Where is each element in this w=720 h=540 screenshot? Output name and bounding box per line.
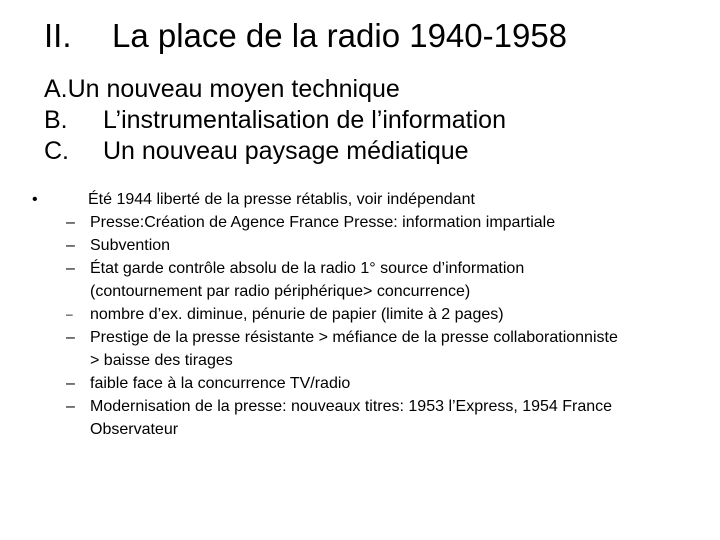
section-text: Un nouveau moyen technique	[67, 75, 400, 103]
sub-bullet-continuation: > baisse des tirages	[90, 352, 233, 369]
section-text: L’instrumentalisation de l’information	[103, 106, 506, 134]
title-text: La place de la radio 1940-1958	[112, 17, 568, 54]
section-list	[44, 74, 506, 167]
title-number: II.	[44, 17, 72, 54]
sub-bullet-item	[0, 395, 710, 441]
sub-bullet-item	[0, 257, 710, 303]
sub-bullet-item	[0, 372, 710, 395]
section-letter: B.	[44, 106, 68, 134]
sub-bullet-text: faible face à la concurrence TV/radio	[90, 375, 351, 392]
dash-marker: –	[66, 398, 75, 415]
slide-title	[44, 14, 567, 58]
sub-bullet-item	[0, 303, 710, 326]
sub-bullet-continuation: Observateur	[90, 421, 179, 438]
sub-bullet-continuation: (contournement par radio périphérique> concurrence)	[90, 283, 471, 300]
section-item	[44, 136, 506, 167]
dash-marker: –	[66, 307, 73, 321]
dash-marker: –	[66, 329, 75, 346]
sub-bullet-item	[0, 211, 710, 234]
sub-bullet-text: nombre d’ex. diminue, pénurie de papier (limite à 2 pages)	[90, 306, 504, 323]
section-letter: A.	[44, 75, 68, 103]
sub-bullet-text: Presse:Création de Agence France Presse: information impartiale	[90, 214, 556, 231]
sub-bullet-item	[0, 234, 710, 257]
section-text: Un nouveau paysage médiatique	[103, 137, 469, 165]
dash-marker: –	[66, 375, 75, 392]
sub-bullet-text: État garde contrôle absolu de la radio 1° source d’information	[90, 260, 525, 277]
bullet-list	[0, 188, 720, 441]
section-item	[44, 74, 506, 105]
section-letter: C.	[44, 137, 69, 165]
bullet-item	[0, 188, 720, 211]
bullet-marker: •	[32, 191, 38, 208]
sub-bullet-text: Subvention	[90, 237, 171, 254]
dash-marker: –	[66, 214, 75, 231]
sub-bullet-text: Prestige de la presse résistante > méfiance de la presse collaborationniste	[90, 329, 618, 346]
sub-bullet-item	[0, 326, 710, 372]
section-item	[44, 105, 506, 136]
sub-bullet-text: Modernisation de la presse: nouveaux titres: 1953 l’Express, 1954 France	[90, 398, 613, 415]
dash-marker: –	[66, 260, 75, 277]
dash-marker: –	[66, 237, 75, 254]
bullet-text: Été 1944 liberté de la presse rétablis, voir indépendant	[88, 191, 475, 208]
